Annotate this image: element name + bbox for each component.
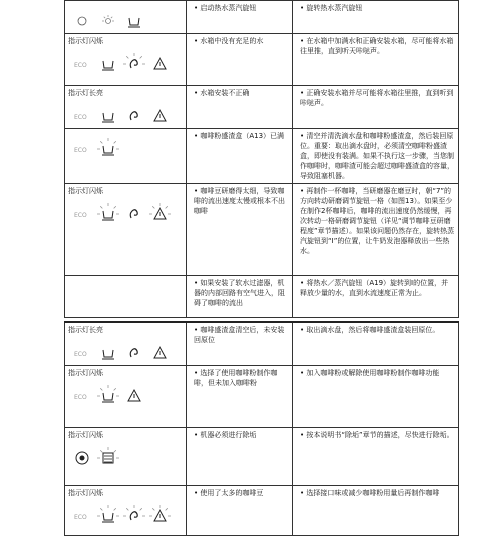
- solution-text: • 清空并清洗滴水盘和咖啡粉盛渣盒，然后装回原位。重要：取出滴水盘时，必须清空咖啡粉盛渣盒，即使没有装满。如果不执行这一步骤，当您制作咖啡时，咖啡渣可能会超过咖啡盛渣盒的容量，导致阻塞机器。: [300, 132, 454, 180]
- cup-icon: [128, 18, 140, 27]
- solution-text: • 在水箱中加满水和正确安装水箱，尽可能将水箱往里推，直到听天咔哒声。: [300, 37, 454, 55]
- cause-text: • 启动热水蒸汽旋钮: [194, 4, 257, 12]
- cup-flash-icon: [97, 505, 119, 522]
- cause-cell: [187, 34, 293, 86]
- eco-icon: [74, 351, 87, 358]
- warning-icon: [128, 390, 140, 401]
- table-row: [65, 1, 459, 34]
- svg-text:ECO: ECO: [74, 514, 87, 521]
- solution-cell: [293, 366, 459, 428]
- indicator-cell: [65, 366, 187, 428]
- indicator-icons: [68, 339, 180, 363]
- svg-text:ECO: ECO: [74, 351, 87, 358]
- steam-icon: [130, 112, 137, 120]
- solution-text: • 按本说明书“除垢”章节的描述，尽快进行除垢。: [300, 431, 454, 439]
- warning-icon: [154, 58, 166, 69]
- solution-cell: [293, 428, 459, 486]
- solution-cell: [293, 86, 459, 129]
- indicator-icons: [68, 382, 180, 406]
- solution-cell: [293, 322, 459, 366]
- table-row: [65, 428, 459, 486]
- svg-text:ECO: ECO: [74, 212, 87, 219]
- solution-text: • 选择接口味或减少咖啡粉用量后再制作咖啡: [300, 489, 440, 497]
- solution-cell: [293, 1, 459, 34]
- warning-flash-icon: [149, 505, 171, 521]
- cause-text: • 机器必须进行除垢: [194, 431, 257, 439]
- indicator-icons: [68, 102, 180, 126]
- svg-text:ECO: ECO: [74, 62, 87, 69]
- steam-flash-icon: [123, 505, 145, 520]
- indicator-cell: [65, 184, 187, 276]
- indicator-label: 指示灯闪烁: [68, 489, 103, 497]
- solution-cell: [293, 184, 459, 276]
- cause-cell: [187, 486, 293, 536]
- eco-icon: [74, 212, 87, 219]
- indicator-label: 指示灯闪烁: [68, 187, 103, 195]
- indicator-cell: [65, 486, 187, 536]
- indicator-cell: [65, 34, 187, 86]
- solution-cell: [293, 276, 459, 318]
- cause-cell: [187, 366, 293, 428]
- indicator-label: 指示灯闪烁: [68, 37, 103, 45]
- indicator-cell: [65, 1, 187, 34]
- cause-cell: [187, 322, 293, 366]
- indicator-label: 指示灯长亮: [68, 326, 103, 334]
- svg-text:ECO: ECO: [74, 147, 87, 154]
- warning-icon: [154, 347, 166, 358]
- indicator-cell: [65, 322, 187, 366]
- cup-flash-icon: [97, 203, 119, 220]
- cause-text: • 水箱中没有充足的水: [194, 37, 264, 45]
- indicator-cell: [65, 276, 187, 318]
- troubleshooting-table: [64, 0, 459, 536]
- cause-text: • 使用了太多的咖啡豆: [194, 489, 264, 497]
- solution-text: • 取出滴水盘，然后将咖啡盛渣盒装回原位。: [300, 326, 440, 334]
- solution-cell: [293, 486, 459, 536]
- eco-icon: [74, 114, 87, 121]
- table-row: [65, 34, 459, 86]
- indicator-label: 指示灯长亮: [68, 89, 103, 97]
- table-row: [65, 276, 459, 318]
- warning-flash-icon: [149, 203, 171, 219]
- indicator-cell: [65, 129, 187, 184]
- eco-icon: [74, 147, 87, 154]
- warning-icon: [154, 110, 166, 121]
- cup-flash-icon: [97, 138, 119, 155]
- cause-text: • 咖啡粉盛渣盒（A13）已满: [194, 132, 285, 140]
- steam-flash-icon: [123, 53, 145, 68]
- table-row: [65, 486, 459, 536]
- indicator-icons: [68, 7, 180, 31]
- solution-text: • 旋转热水蒸汽旋钮: [300, 4, 363, 12]
- solution-text: • 加入咖啡粉或解除使用咖啡粉制作咖啡功能: [300, 369, 440, 377]
- table-row: [65, 366, 459, 428]
- cause-text: • 选择了使用咖啡粉制作咖啡，但未加入咖啡粉: [194, 369, 278, 387]
- cause-cell: [187, 276, 293, 318]
- table-row: [65, 184, 459, 276]
- cause-cell: [187, 129, 293, 184]
- solution-text: • 再制作一杯咖啡，当研磨器在磨豆时，朝“7”的方向转动研磨调节旋钮一格（如图13）。如果至少在制作2杯咖啡后，咖啡的流出速度仍然缓慢，再次转动一格研磨调节旋钮（详见“调节咖啡豆研磨程度”章节描述）。如果该问题仍然存在，旋转热蒸汽旋钮到“I”的位置，让牛奶发泡器释放出一些热水。: [300, 187, 455, 255]
- indicator-cell: [65, 86, 187, 129]
- cause-cell: [187, 86, 293, 129]
- cup-icon: [102, 61, 114, 70]
- indicator-label: 指示灯闪烁: [68, 369, 103, 377]
- cup-icon: [102, 350, 114, 359]
- svg-text:ECO: ECO: [74, 394, 87, 401]
- eco-icon: [74, 62, 87, 69]
- solution-text: • 正确安装水箱并尽可能将水箱往里推，直到听到咔哒声。: [300, 89, 454, 107]
- steam-icon: [130, 210, 137, 218]
- knob-icon: [78, 17, 86, 25]
- cause-cell: [187, 1, 293, 34]
- indicator-icons: [68, 502, 180, 526]
- cause-text: • 咖啡豆研磨得太细，导致咖啡的流出速度太慢或根本不出咖啡: [194, 187, 285, 215]
- cause-cell: [187, 184, 293, 276]
- indicator-cell: [65, 428, 187, 486]
- table-row: [65, 129, 459, 184]
- cause-text: • 咖啡盛渣盒清空后，未安装回原位: [194, 326, 285, 344]
- indicator-icons: [68, 50, 180, 74]
- cause-text: • 如果安装了软水过滤器，机器的内部回路有空气进入，阻碍了咖啡的流出: [194, 279, 285, 307]
- solution-cell: [293, 34, 459, 86]
- solution-text: • 将热水／蒸汽旋钮（A19）旋转到I的位置，并释放少量的水，直到水流速度正常为止。: [300, 279, 449, 297]
- cause-text: • 水箱安装不正确: [194, 89, 250, 97]
- sun-icon: [102, 15, 114, 24]
- table-row: [65, 86, 459, 129]
- indicator-label: 指示灯闪烁: [68, 431, 103, 439]
- descale-icon: [76, 452, 88, 464]
- cup-flash-icon: [97, 385, 119, 402]
- svg-text:ECO: ECO: [74, 114, 87, 121]
- solution-cell: [293, 129, 459, 184]
- table-row: [65, 322, 459, 366]
- steam-icon: [130, 349, 137, 357]
- indicator-icons: [68, 444, 180, 468]
- cup-icon: [102, 113, 114, 122]
- cause-cell: [187, 428, 293, 486]
- eco-icon: [74, 514, 87, 521]
- indicator-icons: [68, 135, 180, 159]
- water-flash-icon: [97, 447, 119, 463]
- indicator-icons: [68, 200, 180, 224]
- eco-icon: [74, 394, 87, 401]
